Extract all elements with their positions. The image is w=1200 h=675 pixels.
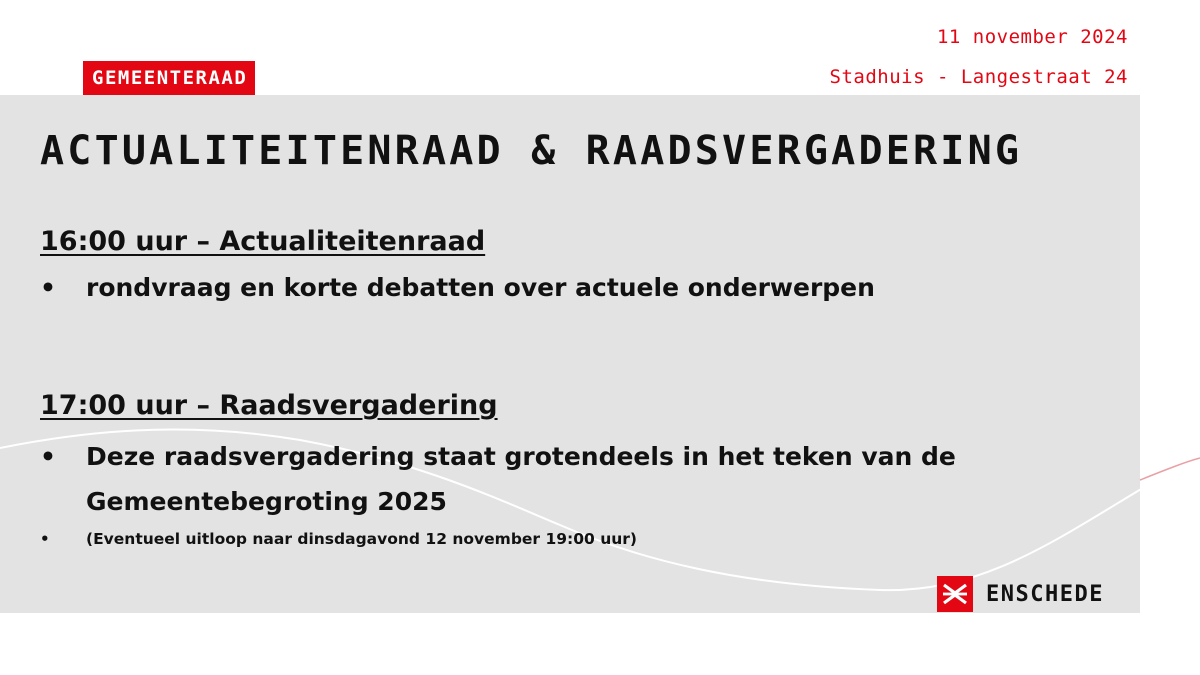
note-text: (Eventueel uitloop naar dinsdagavond 12 november 19:00 uur) <box>86 530 638 548</box>
bullet-icon: • <box>40 530 50 548</box>
section-heading-actualiteitenraad: 16:00 uur – Actualiteitenraad <box>40 226 486 257</box>
bullet-icon: • <box>40 442 56 471</box>
meeting-date: 11 november 2024 <box>936 26 1128 48</box>
meeting-location: Stadhuis - Langestraat 24 <box>829 66 1128 88</box>
gemeenteraad-badge: GEMEENTERAAD <box>83 61 255 95</box>
bullet-text: rondvraag en korte debatten over actuele onderwerpen <box>86 273 875 302</box>
list-item-note <box>40 526 1100 552</box>
page-title: ACTUALITEITENRAAD & RAADSVERGADERING <box>40 128 1023 174</box>
section-heading-raadsvergadering: 17:00 uur – Raadsvergadering <box>40 390 498 421</box>
enschede-logo-icon <box>937 576 973 612</box>
list-item <box>40 265 1100 310</box>
bullet-icon: • <box>40 273 56 302</box>
agenda <box>40 222 1100 552</box>
list-item <box>40 434 1100 524</box>
enschede-logo-text: ENSCHEDE <box>986 581 1104 607</box>
enschede-logo <box>937 576 1104 612</box>
bullet-text: Deze raadsvergadering staat grotendeels in het teken van de Gemeentebegroting 2025 <box>86 442 956 516</box>
